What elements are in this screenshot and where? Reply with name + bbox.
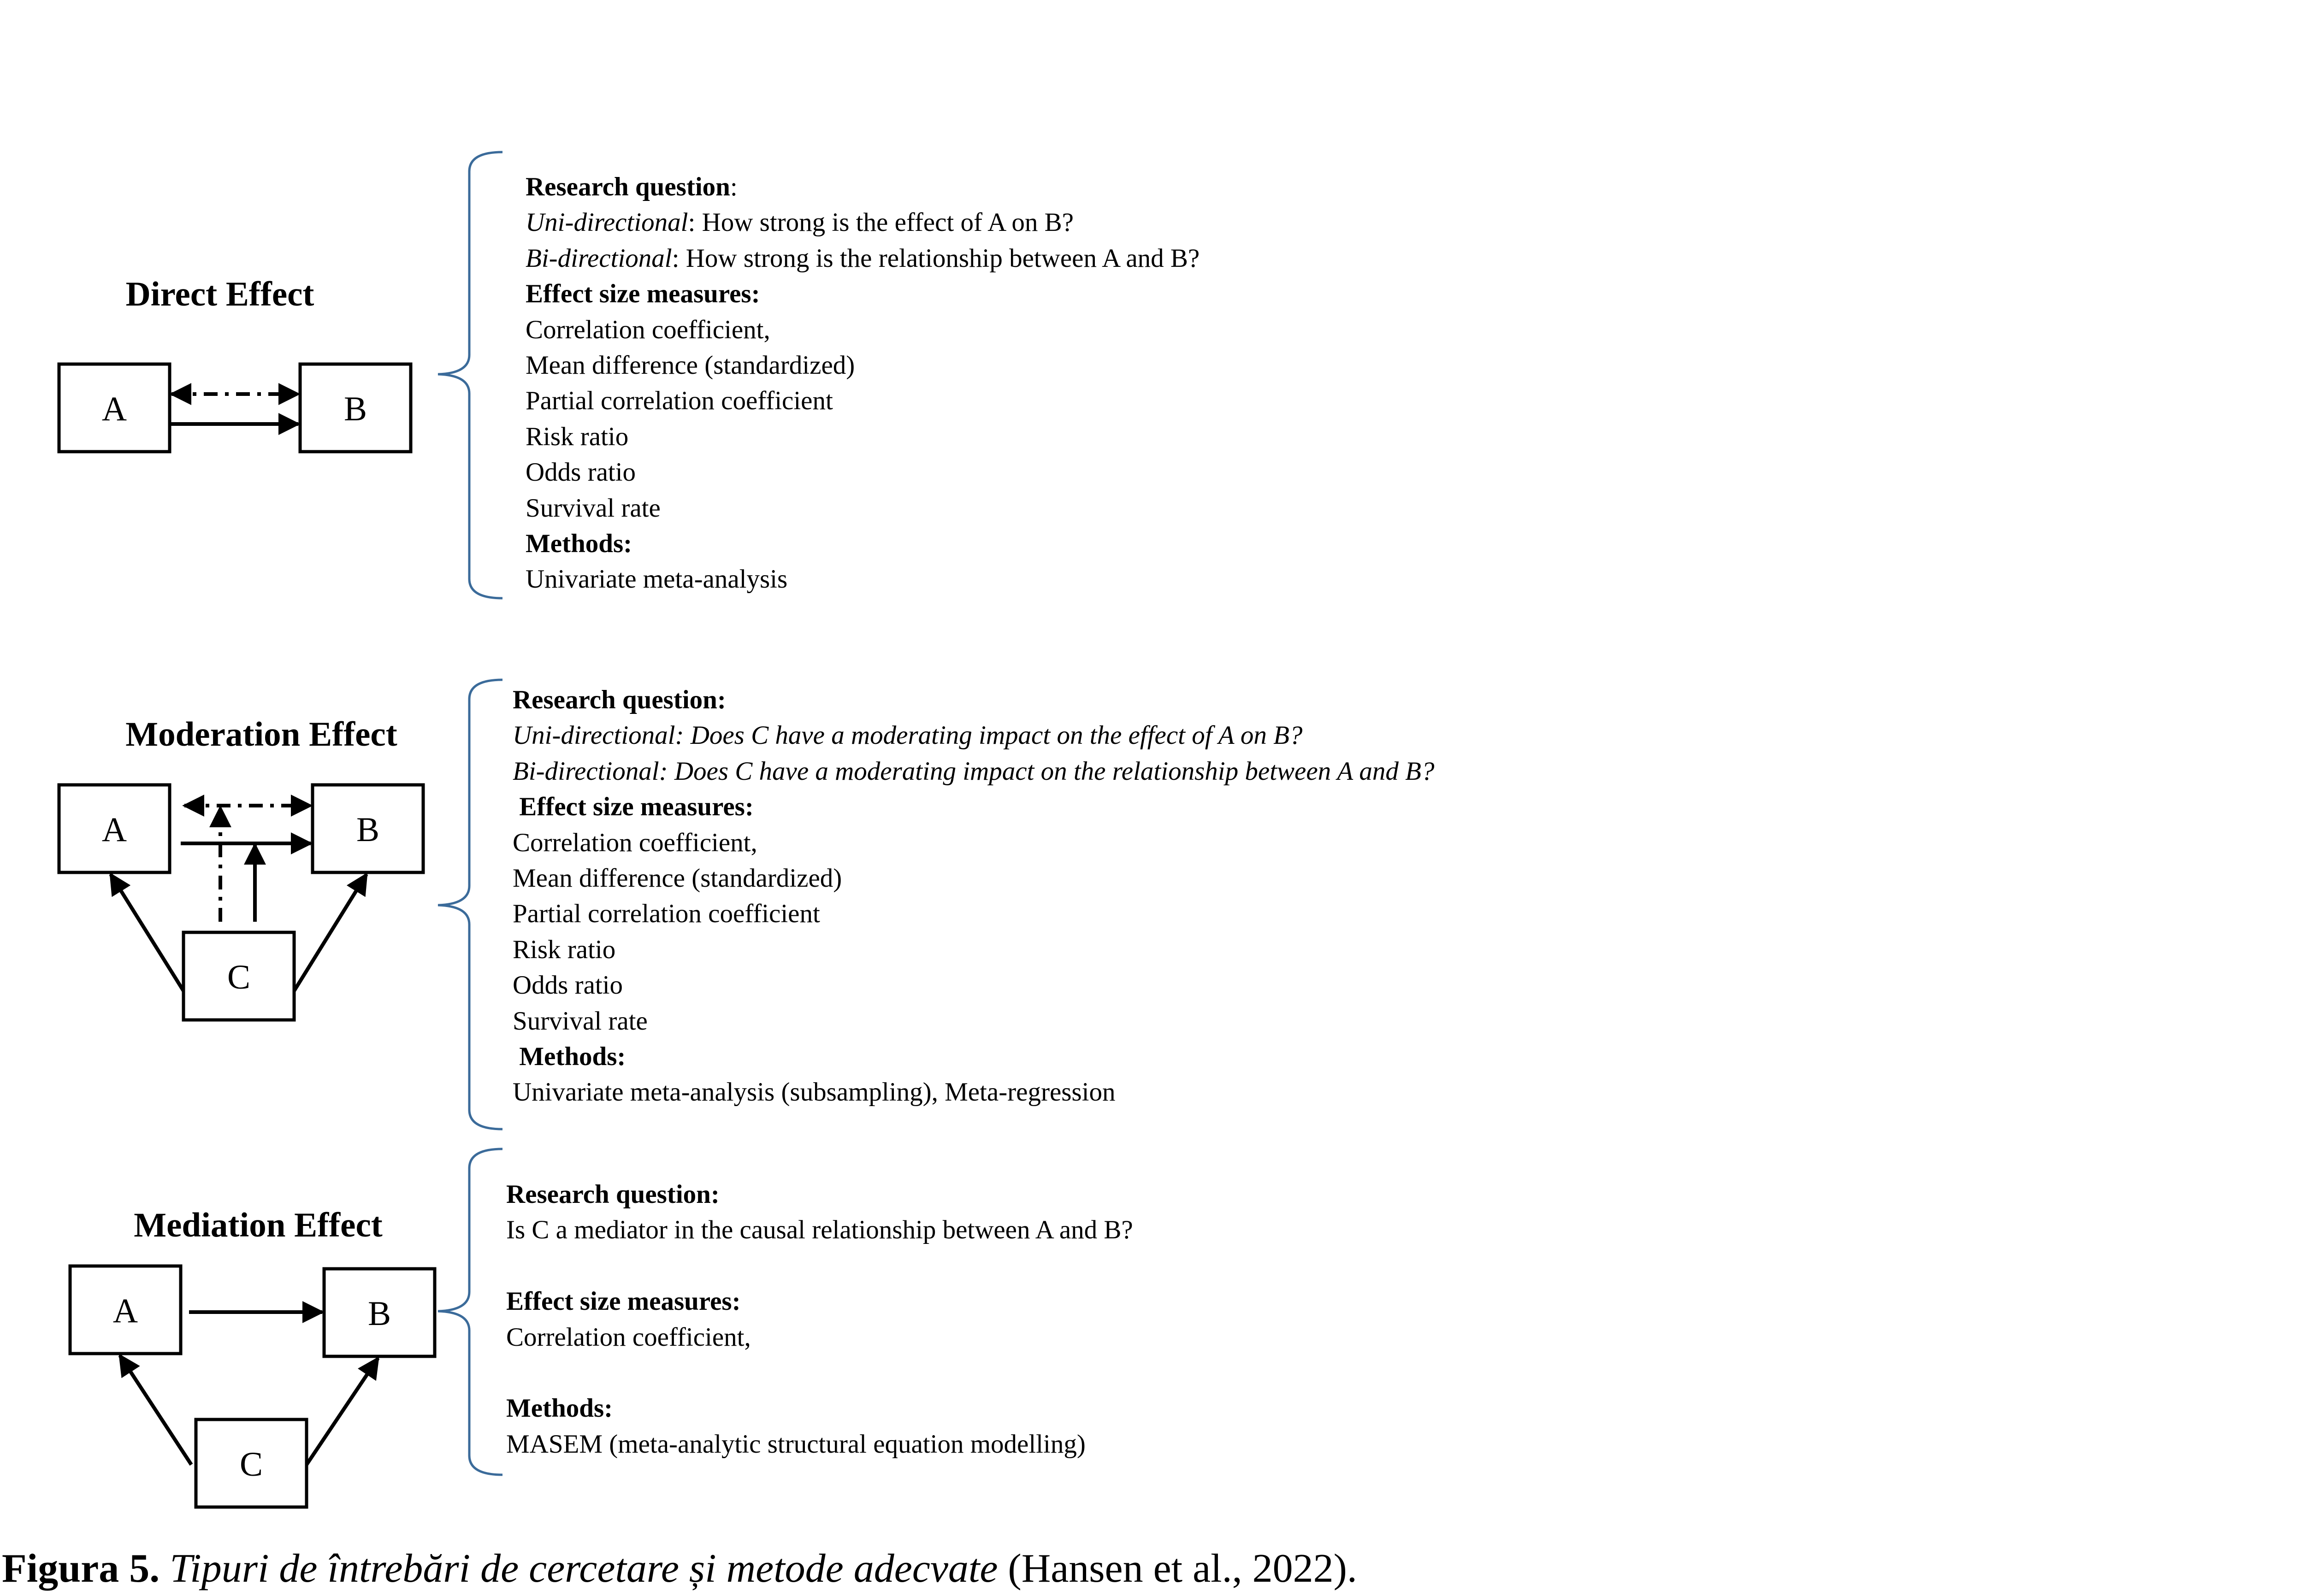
description-text: : How strong is the relationship between A and B? [672, 243, 1200, 273]
moderation-brace [438, 680, 502, 1129]
moderation-node-b-label: B [356, 811, 380, 849]
moderation-effect-description [513, 682, 1434, 1110]
mediation-effect-title: Mediation Effect [134, 1206, 383, 1244]
section-heading-text: Effect size measures: [513, 792, 754, 822]
description-line [526, 419, 1200, 454]
description-text: Correlation coefficient, [506, 1322, 751, 1352]
description-text: Univariate meta-analysis (subsampling), Meta-regression [513, 1078, 1116, 1107]
description-line [513, 1039, 1434, 1074]
description-text: MASEM (meta-analytic structural equation modelling) [506, 1429, 1086, 1459]
moderation-c-to-a-arrow [111, 874, 183, 991]
description-text: Survival rate [513, 1006, 648, 1036]
description-line [513, 1003, 1434, 1039]
mediation-brace [438, 1149, 502, 1475]
description-line [506, 1319, 1133, 1355]
section-heading-text: Effect size measures: [526, 279, 760, 309]
description-text: Partial correlation coefficient [513, 899, 820, 929]
mediation-node-c-label: C [239, 1445, 263, 1484]
section-heading-text: Methods: [526, 529, 632, 558]
description-text: : [730, 172, 738, 201]
direct-brace [438, 152, 502, 598]
description-text: Odds ratio [526, 458, 636, 487]
section-heading-text: Research question [526, 172, 730, 201]
moderation-node-a-label: A [101, 811, 127, 849]
section-heading-text: Effect size measures: [506, 1287, 741, 1316]
description-text: Risk ratio [526, 422, 629, 451]
description-text: Odds ratio [513, 971, 623, 1000]
description-text: Correlation coefficient, [526, 315, 770, 344]
section-heading-text: Methods: [513, 1042, 626, 1071]
description-text: : How strong is the effect of A on B? [688, 208, 1074, 237]
figure-caption [2, 1546, 1357, 1592]
caption-citation: (Hansen et al., 2022). [998, 1546, 1357, 1591]
description-line [526, 312, 1200, 347]
section-heading-text: Research question: [506, 1180, 720, 1209]
description-line [526, 241, 1200, 276]
description-text: Correlation coefficient, [513, 828, 757, 857]
description-line [526, 454, 1200, 490]
direct-node-b-label: B [343, 390, 367, 428]
caption-label: Figura 5. [2, 1546, 160, 1591]
description-line [526, 205, 1200, 240]
moderation-node-c-label: C [227, 958, 251, 996]
description-line [513, 1074, 1434, 1110]
description-line [526, 526, 1200, 561]
description-line [513, 682, 1434, 718]
description-line [506, 1426, 1133, 1462]
description-line [526, 169, 1200, 205]
description-line [506, 1248, 1133, 1284]
description-line [513, 754, 1434, 789]
direct-effect-title: Direct Effect [125, 275, 314, 313]
description-line [513, 932, 1434, 967]
description-text: Mean difference (standardized) [513, 863, 842, 893]
description-line [526, 490, 1200, 526]
description-line [513, 896, 1434, 931]
description-line [513, 789, 1434, 825]
description-line [506, 1390, 1133, 1426]
direct-node-a-label: A [101, 390, 127, 428]
description-line [513, 967, 1434, 1003]
description-line [526, 276, 1200, 312]
description-line [506, 1355, 1133, 1390]
description-line [506, 1212, 1133, 1248]
description-line [526, 347, 1200, 383]
section-heading-text: Research question: [513, 685, 726, 714]
mediation-c-to-b-arrow [307, 1358, 378, 1465]
description-text: Uni-directional [526, 208, 688, 237]
description-line [526, 561, 1200, 597]
mediation-c-to-a-arrow [120, 1355, 191, 1465]
description-line [513, 825, 1434, 860]
description-text: Bi-directional [526, 243, 672, 273]
description-text: Mean difference (standardized) [526, 350, 855, 380]
description-text: Survival rate [526, 493, 661, 523]
description-line [513, 860, 1434, 896]
mediation-node-a-label: A [112, 1292, 138, 1330]
mediation-effect-description [506, 1177, 1133, 1462]
moderation-c-to-b-arrow [294, 874, 366, 991]
description-text: Univariate meta-analysis [526, 565, 788, 594]
direct-effect-description [526, 169, 1200, 597]
description-text: Uni-directional: Does C have a moderating impact on the effect of A on B? [513, 721, 1303, 750]
moderation-effect-title: Moderation Effect [125, 715, 397, 754]
description-text: Risk ratio [513, 935, 616, 964]
description-line [526, 383, 1200, 418]
caption-title: Tipuri de întrebări de cercetare și metode adecvate [160, 1546, 998, 1591]
description-line [506, 1177, 1133, 1212]
section-heading-text: Methods: [506, 1394, 613, 1423]
mediation-node-b-label: B [367, 1295, 391, 1333]
description-text: Partial correlation coefficient [526, 386, 833, 416]
description-line [506, 1284, 1133, 1319]
description-line [513, 718, 1434, 753]
description-text: Bi-directional: Does C have a moderating impact on the relationship between A and B? [513, 756, 1435, 786]
description-text: Is C a mediator in the causal relationship between A and B? [506, 1215, 1133, 1245]
